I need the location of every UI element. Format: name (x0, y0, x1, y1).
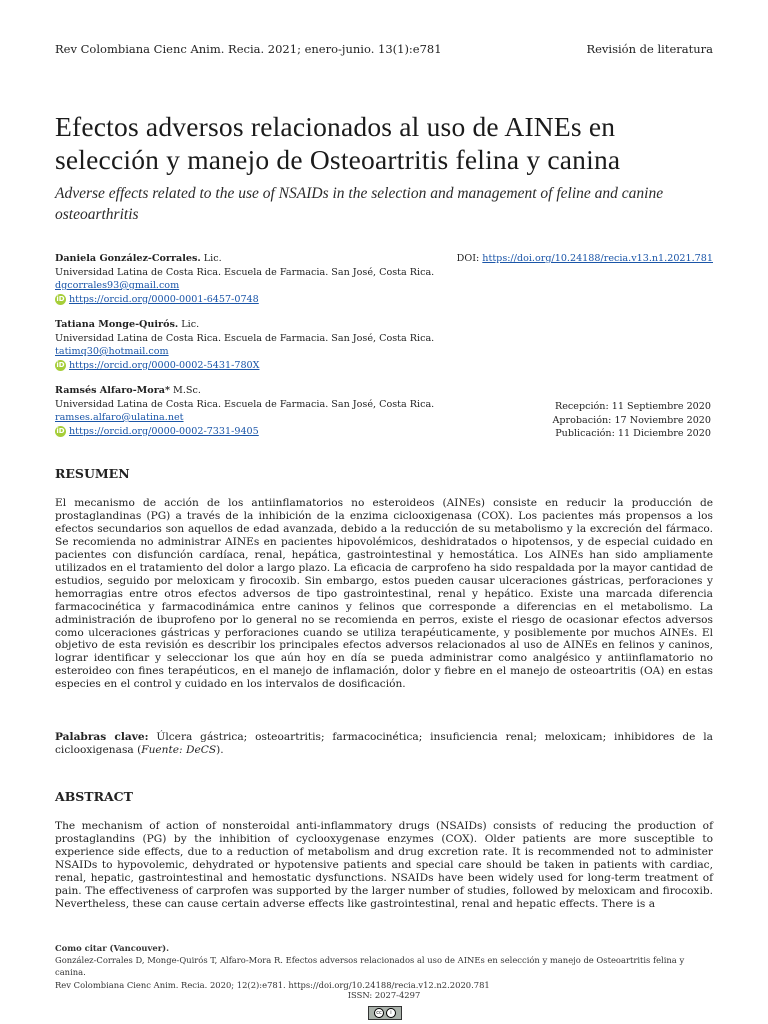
publication-dates (552, 400, 711, 441)
keywords-end: ). (216, 743, 224, 756)
by-icon: i (386, 1008, 396, 1018)
cc-icon: cc (374, 1008, 384, 1018)
article-title: Efectos adversos relacionados al uso de AINEs en selección y manejo de Osteoartritis felina y canina (55, 111, 621, 175)
orcid-icon: iD (56, 426, 65, 435)
author-block (55, 384, 455, 438)
citation-label: Como citar (Vancouver). (55, 943, 169, 953)
article-subtitle: Adverse effects related to the use of NSAIDs in the selection and management of feline and canine osteoarthritis (55, 185, 664, 223)
author-orcid-link[interactable]: https://orcid.org/0000-0001-6457-0748 (69, 293, 259, 305)
author-email-link[interactable]: ramses.alfaro@ulatina.net (55, 412, 184, 423)
author-affiliation: Universidad Latina de Costa Rica. Escuela de Farmacia. San José, Costa Rica. (55, 266, 435, 278)
author-degree: Lic. (178, 319, 200, 330)
issn: ISSN: 2027-4297 (347, 990, 421, 1000)
citation-block (55, 942, 715, 991)
author-block (55, 252, 455, 306)
keywords (55, 731, 713, 757)
author-name: Ramsés Alfaro-Mora* (55, 385, 170, 396)
received-date: Recepción: 11 Septiembre 2020 (555, 401, 711, 412)
author-block (55, 318, 455, 372)
author-name: Tatiana Monge-Quirós. (55, 319, 179, 330)
doi-link[interactable]: https://doi.org/10.24188/recia.v13.n1.2021.781 (482, 253, 713, 264)
author-affiliation: Universidad Latina de Costa Rica. Escuela de Farmacia. San José, Costa Rica. (55, 398, 435, 410)
doi-label: DOI: (456, 253, 483, 264)
keywords-label: Palabras clave: (55, 731, 149, 743)
cc-license-badge[interactable] (368, 1006, 402, 1020)
citation-line: González-Corrales D, Monge-Quirós T, Alfaro-Mora R. Efectos adversos relacionados al uso de AINEs en selección y manejo de Osteoartritis felina y canina. (55, 955, 685, 978)
author-email-link[interactable]: tatimq30@hotmail.com (55, 346, 169, 357)
author-degree: Lic. (200, 253, 222, 264)
resumen-heading: RESUMEN (55, 466, 130, 481)
keywords-source: Fuente: DeCS (141, 743, 217, 756)
author-email-link[interactable]: dgcorrales93@gmail.com (55, 280, 180, 291)
author-affiliation: Universidad Latina de Costa Rica. Escuela de Farmacia. San José, Costa Rica. (55, 332, 435, 344)
approved-date: Aprobación: 17 Noviembre 2020 (552, 414, 711, 426)
resumen-text: El mecanismo de acción de los antiinflamatorios no esteroideos (AINEs) consiste en reducir la producción de prostaglandinas (PG) a través de la inhibición de la enzima ciclooxigenasa (COX). Los pacientes más propensos a los efectos secundarios son aquellos de edad avanzada, debido a la reducción de su metabolismo y la excreción del fármaco. Se recomienda no administrar AINEs en pacientes hipovolémicos, deshidratados o hipotensos, y de especial cuidado en pacientes con disfunción cardíaca, renal, hepática, gastrointestinal y hemostática. Los AINEs han sido ampliamente utilizados en el tratamiento del dolor a largo plazo. La eficacia de carprofeno ha sido respaldada por la mayor cantidad de estudios, seguido por meloxicam y firocoxib. Sin embargo, estos pueden causar ulceraciones gástricas, perforaciones y hemorragias entre otros efectos adversos de tipo gastrointestinal, renal y hepático. Existe una marcada diferencia farmacocinética y farmacodinámica entre caninos y felinos que corresponde a diferencias en el metabolismo. La administración de ibuprofeno por lo general no se recomienda en perros, existe el riesgo de ocasionar efectos adversos como ulceraciones gástricas y perforaciones cuando se utiliza terapéuticamente, y posiblemente por muchos AINEs. El objetivo de esta revisión es describir los principales efectos adversos relacionados al uso de AINEs en felinos y caninos, lograr identificar y seleccionar los que aún hoy en día se pueda administrar como analgésico y antiinflamatorio no esteroideo con fines terapéuticos, en el manejo de inflamación, dolor y fiebre en el manejo de osteoartritis (OA) en estas especies en el control y cuidado en los intervalos de dosificación. (55, 497, 713, 691)
abstract-heading: ABSTRACT (55, 789, 133, 804)
author-degree: M.Sc. (169, 385, 201, 396)
author-orcid-link[interactable]: https://orcid.org/0000-0002-5431-780X (69, 359, 260, 371)
published-date: Publicación: 11 Diciembre 2020 (555, 428, 711, 439)
journal-header: Rev Colombiana Cienc Anim. Recia. 2021; enero-junio. 13(1):e781 (55, 42, 442, 56)
author-name: Daniela González-Corrales. (55, 253, 201, 264)
doi-line (457, 253, 713, 264)
orcid-icon: iD (56, 360, 65, 369)
keywords-text: Úlcera gástrica; osteoartritis; farmacocinética; insuficiencia renal; meloxicam; inhibidores de la ciclooxigenasa ( (55, 731, 713, 756)
orcid-icon: iD (56, 294, 65, 303)
author-orcid-link[interactable]: https://orcid.org/0000-0002-7331-9405 (69, 425, 259, 437)
citation-line: Rev Colombiana Cienc Anim. Recia. 2020; 12(2):e781. https://doi.org/10.24188/recia.v12.n2.2020.781 (55, 979, 490, 990)
abstract-text: The mechanism of action of nonsteroidal anti-inflammatory drugs (NSAIDs) consists of reducing the production of prostaglandins (PG) by the inhibition of cyclooxygenase enzymes (COX). Older patients are more susceptible to experience side effects, due to a reduction of metabolism and drug excretion rate. It is recommended not to administer NSAIDs to hypovolemic, dehydrated or hypotensive patients and special care should be taken in patients with cardiac, renal, hepatic, gastrointestinal and hemostatic dysfunctions. NSAIDs have been widely used for long-term treatment of pain. The effectiveness of carprofen was supported by the larger number of studies, followed by meloxicam and firocoxib. Nevertheless, these can cause certain adverse effects like gastrointestinal, renal and hepatic effects. There is a (55, 820, 713, 910)
section-label: Revisión de literatura (586, 42, 713, 56)
